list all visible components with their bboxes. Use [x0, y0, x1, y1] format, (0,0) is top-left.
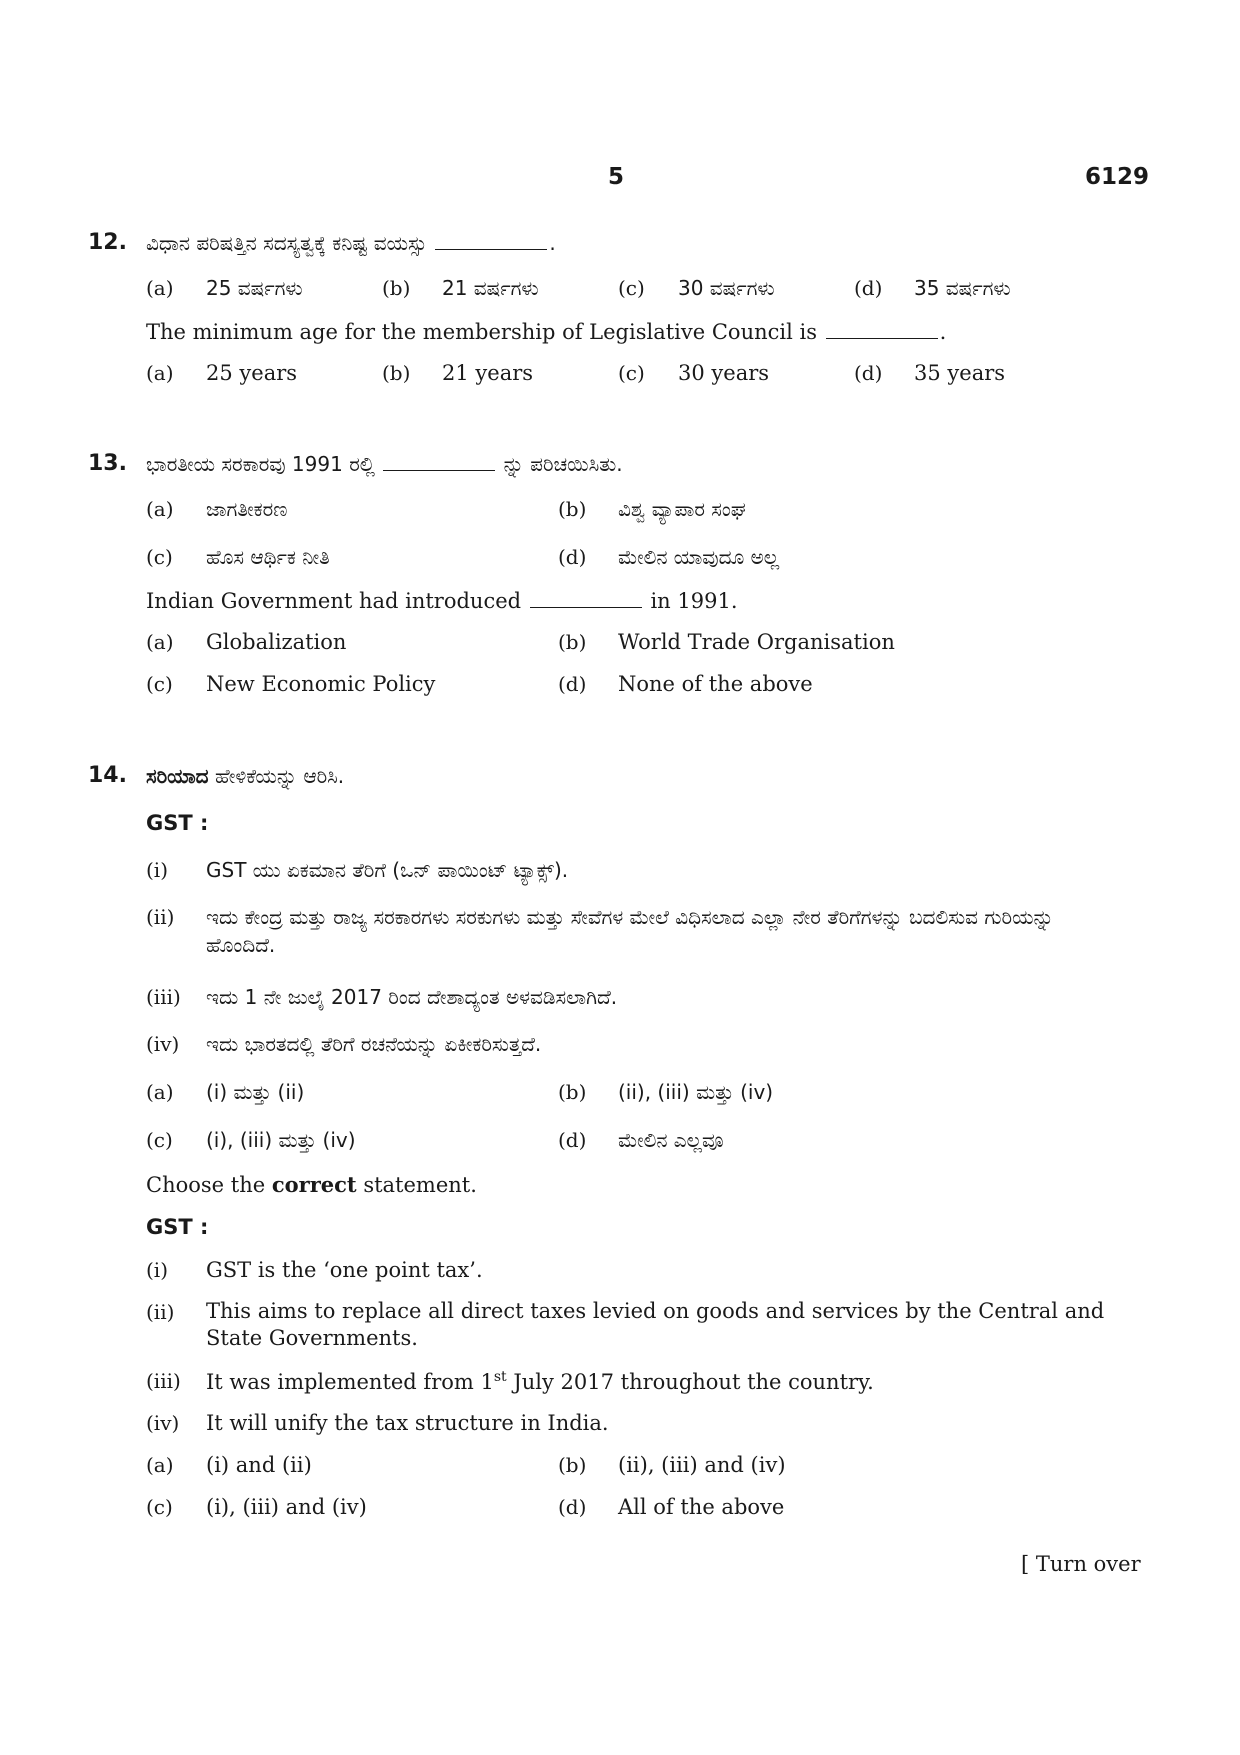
option-text: New Economic Policy — [206, 672, 436, 696]
option-label: (b) — [382, 276, 411, 300]
option-text: ಹೊಸ ಆರ್ಥಿಕ ನೀತಿ — [206, 545, 330, 569]
question-12-english-text: The minimum age for the membership of Legislative Council is — [146, 319, 817, 344]
question-12-kannada-text: ವಿಧಾನ ಪರಿಷತ್ತಿನ ಸದಸ್ಯತ್ವಕ್ಕೆ ಕನಿಷ್ಟ ವಯಸ್ಸು — [146, 231, 427, 255]
gst-heading: GST : — [146, 811, 209, 835]
gst-heading: GST : — [146, 1215, 209, 1239]
question-13-kannada — [146, 452, 623, 476]
question-14-kannada-rest: ಹೇಳಿಕೆಯನ್ನು ಆರಿಸಿ. — [214, 764, 345, 788]
question-14-kannada-bold: ಸರಿಯಾದ — [146, 764, 209, 788]
option-label: (d) — [558, 545, 587, 569]
option-text: ಜಾಗತೀಕರಣ — [206, 497, 288, 521]
option-text: 35 ವರ್ಷಗಳು — [914, 276, 1011, 300]
question-13-english — [146, 588, 738, 613]
option-label: (d) — [558, 1495, 587, 1519]
statement-text-pre: It was implemented from 1 — [206, 1370, 494, 1394]
option-text: (ii), (iii) and (iv) — [618, 1453, 786, 1477]
option-text: (i) and (ii) — [206, 1453, 312, 1477]
option-label: (c) — [618, 276, 645, 300]
question-13-kannada-text: ಭಾರತೀಯ ಸರಕಾರವು 1991 ರಲ್ಲಿ — [146, 452, 375, 476]
option-text: (ii), (iii) ಮತ್ತು (iv) — [618, 1080, 774, 1104]
statement-text: It will unify the tax structure in India. — [206, 1411, 609, 1435]
answer-blank — [826, 319, 938, 339]
answer-blank — [383, 452, 495, 471]
option-text: 30 years — [678, 361, 770, 385]
option-label: (d) — [854, 276, 883, 300]
answer-blank — [530, 588, 642, 608]
question-14-english-bold: correct — [271, 1172, 357, 1197]
option-text: (i), (iii) ಮತ್ತು (iv) — [206, 1128, 356, 1152]
option-text: 30 ವರ್ಷಗಳು — [678, 276, 775, 300]
question-13-english-tail: in 1991. — [650, 588, 738, 613]
paper-code: 6129 — [1085, 164, 1150, 190]
option-label: (a) — [146, 276, 174, 300]
question-13-english-text: Indian Government had introduced — [146, 588, 522, 613]
statement-text — [206, 1369, 874, 1394]
ordinal-superscript: st — [493, 1369, 507, 1385]
statement-label: (ii) — [146, 905, 175, 929]
statement-text: GST is the ‘one point tax’. — [206, 1258, 483, 1282]
option-label: (b) — [558, 1453, 587, 1477]
option-text: ಮೇಲಿನ ಎಲ್ಲವೂ — [618, 1128, 724, 1152]
option-label: (c) — [146, 672, 173, 696]
option-text: ಮೇಲಿನ ಯಾವುದೂ ಅಲ್ಲ — [618, 545, 780, 569]
option-label: (b) — [558, 1080, 587, 1104]
option-label: (a) — [146, 630, 174, 654]
option-label: (a) — [146, 497, 174, 521]
option-label: (a) — [146, 1080, 174, 1104]
statement-label: (i) — [146, 858, 169, 882]
option-text: All of the above — [618, 1495, 785, 1519]
statement-text: GST ಯು ಏಕಮಾನ ತೆರಿಗೆ (ಒನ್ ಪಾಯಿಂಟ್ ಟ್ಯಾಕ್ಸ್). — [206, 858, 569, 882]
option-label: (c) — [146, 1128, 173, 1152]
option-text: 35 years — [914, 361, 1006, 385]
option-label: (b) — [382, 361, 411, 385]
option-label: (c) — [146, 1495, 173, 1519]
option-label: (c) — [618, 361, 645, 385]
question-14-english — [146, 1172, 477, 1197]
statement-text: ಇದು ಭಾರತದಲ್ಲಿ ತೆರಿಗೆ ರಚನೆಯನ್ನು ಏಕೀಕರಿಸುತ್ತದೆ. — [206, 1032, 542, 1056]
question-12-english — [146, 319, 946, 344]
option-text: 21 ವರ್ಷಗಳು — [442, 276, 539, 300]
option-text: ವಿಶ್ವ ವ್ಯಾಪಾರ ಸಂಘ — [618, 497, 746, 521]
question-12-kannada — [146, 231, 556, 255]
turn-over-note: [ Turn over — [1021, 1552, 1141, 1576]
option-label: (a) — [146, 361, 174, 385]
option-text: Globalization — [206, 630, 347, 654]
option-text: (i), (iii) and (iv) — [206, 1495, 367, 1519]
question-13-kannada-tail: ನ್ನು ಪರಿಚಯಿಸಿತು. — [503, 452, 623, 476]
statement-text: ಇದು 1 ನೇ ಜುಲೈ 2017 ರಿಂದ ದೇಶಾದ್ಯಂತ ಅಳವಡಿಸಲಾಗಿದೆ. — [206, 985, 618, 1009]
option-label: (c) — [146, 545, 173, 569]
statement-label: (iv) — [146, 1411, 180, 1435]
question-14-kannada — [146, 764, 344, 788]
option-label: (a) — [146, 1453, 174, 1477]
statement-label: (iv) — [146, 1032, 180, 1056]
question-14-english-post: statement. — [363, 1173, 477, 1197]
option-text: 25 ವರ್ಷಗಳು — [206, 276, 303, 300]
statement-text-post: July 2017 throughout the country. — [513, 1370, 874, 1394]
statement-label: (iii) — [146, 985, 181, 1009]
statement-text: ಇದು ಕೇಂದ್ರ ಮತ್ತು ರಾಜ್ಯ ಸರಕಾರಗಳು ಸರಕುಗಳು ಮತ್ತು ಸೇವೆಗಳ ಮೇಲೆ ವಿಧಿಸಲಾದ ಎಲ್ಲಾ ನೇರ ತೆರಿಗೆಗಳನ್ನು ಬದಲಿಸುವ ಗುರಿಯನ್ನು ಹೊಂದಿದೆ. — [206, 905, 1054, 957]
option-text: None of the above — [618, 672, 813, 696]
page-number: 5 — [608, 164, 625, 190]
option-label: (b) — [558, 630, 587, 654]
question-12-number: 12. — [88, 230, 127, 255]
question-12-english-tail: . — [939, 319, 947, 344]
option-label: (b) — [558, 497, 587, 521]
question-13-number: 13. — [88, 451, 127, 476]
statement-label: (i) — [146, 1258, 169, 1282]
statement-text: This aims to replace all direct taxes levied on goods and services by the Central and State Governments. — [206, 1299, 1105, 1350]
option-text: 21 years — [442, 361, 534, 385]
question-14-number: 14. — [88, 763, 127, 788]
option-text: 25 years — [206, 361, 298, 385]
answer-blank — [435, 231, 547, 250]
question-14-english-pre: Choose the — [146, 1173, 266, 1197]
question-12-kannada-tail: . — [549, 231, 556, 255]
option-label: (d) — [558, 672, 587, 696]
statement-label: (ii) — [146, 1300, 175, 1324]
option-text: World Trade Organisation — [618, 630, 895, 654]
statement-label: (iii) — [146, 1369, 181, 1393]
option-text: (i) ಮತ್ತು (ii) — [206, 1080, 305, 1104]
option-label: (d) — [854, 361, 883, 385]
option-label: (d) — [558, 1128, 587, 1152]
